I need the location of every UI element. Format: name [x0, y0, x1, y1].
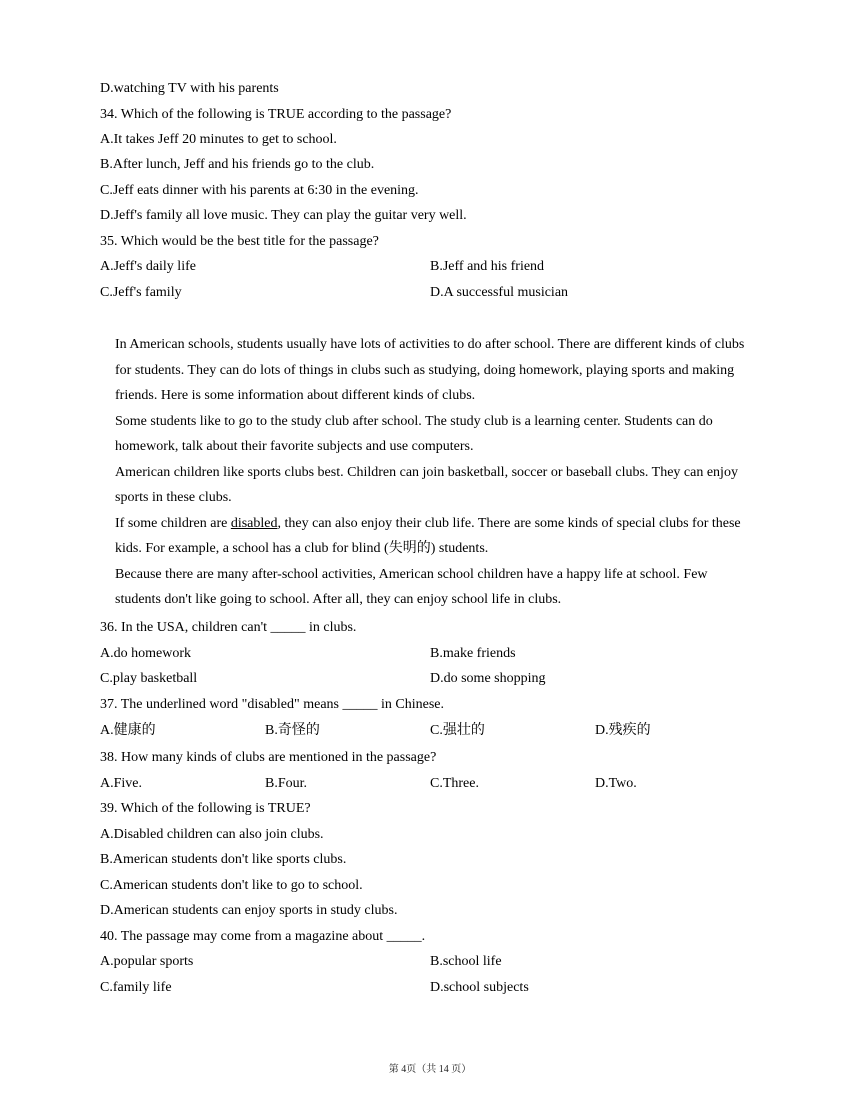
q34-option-c: C.Jeff eats dinner with his parents at 6:30 in the evening.	[100, 183, 419, 198]
q39-option-d: D.American students can enjoy sports in study clubs.	[100, 903, 398, 918]
q36-option-b: B.make friends	[430, 646, 516, 661]
q39-option-a: A.Disabled children can also join clubs.	[100, 827, 324, 842]
q38-option-c: C.Three.	[430, 776, 479, 791]
passage-paragraph-3: American children like sports clubs best. Children can join basketball, soccer or baseball clubs. They can enjoy sports in these clubs.	[115, 464, 738, 505]
q35-stem: 35. Which would be the best title for the passage?	[100, 234, 379, 249]
page-number-footer: 第 4页（共 14 页）	[388, 1064, 472, 1075]
q35-option-d: D.A successful musician	[430, 285, 569, 300]
q36-stem: 36. In the USA, children can't _____ in clubs.	[100, 620, 357, 635]
q34-stem: 34. Which of the following is TRUE according to the passage?	[100, 107, 452, 122]
q36-option-c: C.play basketball	[100, 671, 198, 686]
passage-paragraph-5: Because there are many after-school activities, American school children have a happy life at school. Few students don't like going to school. After all, they can enjoy school life in clubs.	[115, 566, 708, 607]
passage-paragraph-1: In American schools, students usually have lots of activities to do after school. There are different kinds of clubs for students. They can do lots of things in clubs such as studying, doing homework, playing sports and making friends. Here is some information about different kinds of clubs.	[115, 337, 745, 403]
q40-option-b: B.school life	[430, 954, 502, 969]
p4-text-before: If some children are	[115, 515, 231, 531]
q37-option-c: C.强壮的	[430, 723, 485, 738]
q34-option-b: B.After lunch, Jeff and his friends go to the club.	[100, 157, 375, 172]
q40-option-a: A.popular sports	[100, 954, 194, 969]
reading-passage	[100, 332, 750, 613]
p4-text-after: , they can also enjoy their club life. There are some kinds of special clubs for these kids. For example, a school has a club for blind (失明的) students.	[115, 515, 741, 556]
q37-option-b: B.奇怪的	[265, 723, 320, 738]
q38-option-d: D.Two.	[595, 776, 637, 791]
q38-option-a: A.Five.	[100, 776, 142, 791]
q35-option-a: A.Jeff's daily life	[100, 259, 196, 274]
q38-stem: 38. How many kinds of clubs are mentioned in the passage?	[100, 750, 437, 765]
q36-option-d: D.do some shopping	[430, 671, 546, 686]
underlined-word: disabled	[230, 515, 278, 531]
passage-paragraph-2: Some students like to go to the study club after school. The study club is a learning center. Students can do homework, talk about their favorite subjects and use computers.	[115, 413, 713, 454]
q37-option-d: D.残疾的	[595, 723, 651, 738]
q39-stem: 39. Which of the following is TRUE?	[100, 801, 311, 816]
q36-option-a: A.do homework	[100, 646, 191, 661]
q40-stem: 40. The passage may come from a magazine about _____.	[100, 929, 426, 944]
q35-option-c: C.Jeff's family	[100, 285, 182, 300]
q37-option-a: A.健康的	[100, 723, 156, 738]
q39-option-b: B.American students don't like sports clubs.	[100, 852, 347, 867]
q34-option-d: D.Jeff's family all love music. They can play the guitar very well.	[100, 208, 467, 223]
q38-option-b: B.Four.	[265, 776, 308, 791]
q40-option-c: C.family life	[100, 980, 172, 995]
q37-stem: 37. The underlined word "disabled" means _____ in Chinese.	[100, 697, 444, 712]
q39-option-c: C.American students don't like to go to school.	[100, 878, 363, 893]
prev-option-d: D.watching TV with his parents	[100, 81, 279, 96]
passage-paragraph-4	[100, 511, 750, 562]
q34-option-a: A.It takes Jeff 20 minutes to get to school.	[100, 132, 337, 147]
q40-option-d: D.school subjects	[430, 980, 529, 995]
q35-option-b: B.Jeff and his friend	[430, 259, 545, 274]
